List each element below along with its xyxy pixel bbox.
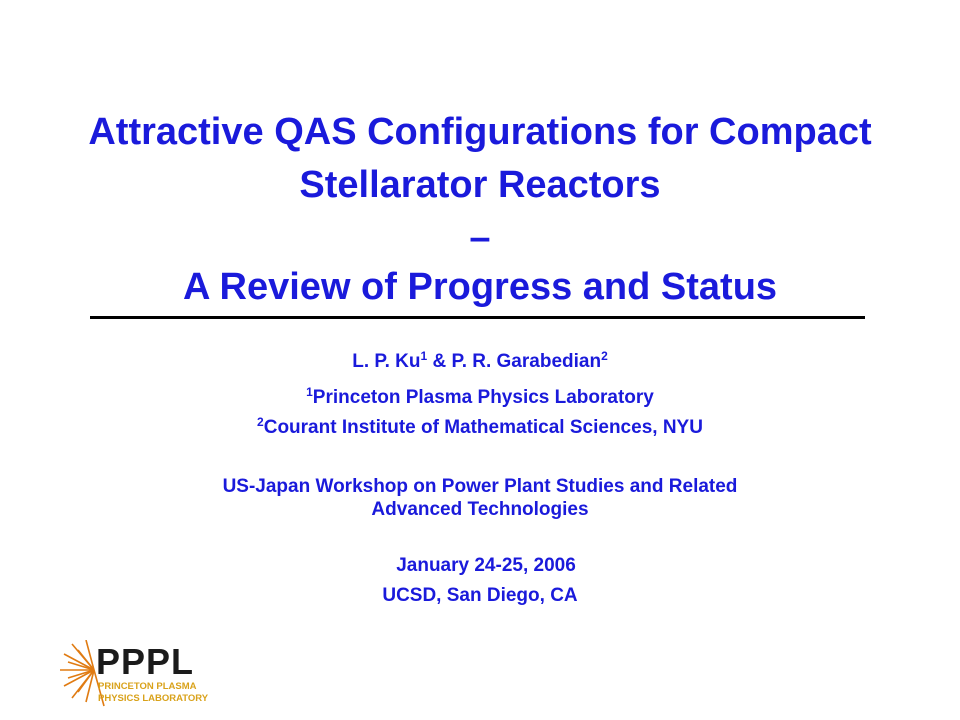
- title-divider: [90, 316, 865, 319]
- affiliation-1-text: Princeton Plasma Physics Laboratory: [312, 387, 654, 408]
- workshop-line-2: Advanced Technologies: [371, 499, 589, 520]
- affiliation-2: [0, 416, 960, 439]
- logo-line-2: PHYSICS LABORATORY: [98, 693, 208, 704]
- workshop-line-1: US-Japan Workshop on Power Plant Studies and Related: [222, 476, 738, 497]
- event-location: UCSD, San Diego, CA: [382, 585, 578, 606]
- slide-title-line-1: Attractive QAS Configurations for Compact: [88, 111, 872, 153]
- authors-line: [0, 350, 960, 373]
- slide-title-line-3: –: [469, 217, 491, 259]
- slide-title-line-4: A Review of Progress and Status: [182, 266, 778, 308]
- author-ku-affil: 1: [420, 349, 428, 363]
- affiliation-1-marker: 1: [306, 385, 313, 399]
- event-date: January 24-25, 2006: [396, 555, 576, 576]
- author-ku: L. P. Ku: [352, 351, 421, 372]
- pppl-logo: [58, 640, 208, 710]
- affiliation-1: [0, 386, 960, 409]
- author-garabedian: & P. R. Garabedian: [427, 351, 602, 372]
- logo-line-1: PRINCETON PLASMA: [98, 681, 197, 692]
- logo-acronym: PPPL: [96, 641, 195, 682]
- affiliation-2-marker: 2: [257, 415, 264, 429]
- author-garabedian-affil: 2: [601, 349, 608, 363]
- affiliation-2-text: Courant Institute of Mathematical Sciences, NYU: [263, 417, 703, 438]
- slide-title-line-2: Stellarator Reactors: [299, 164, 661, 206]
